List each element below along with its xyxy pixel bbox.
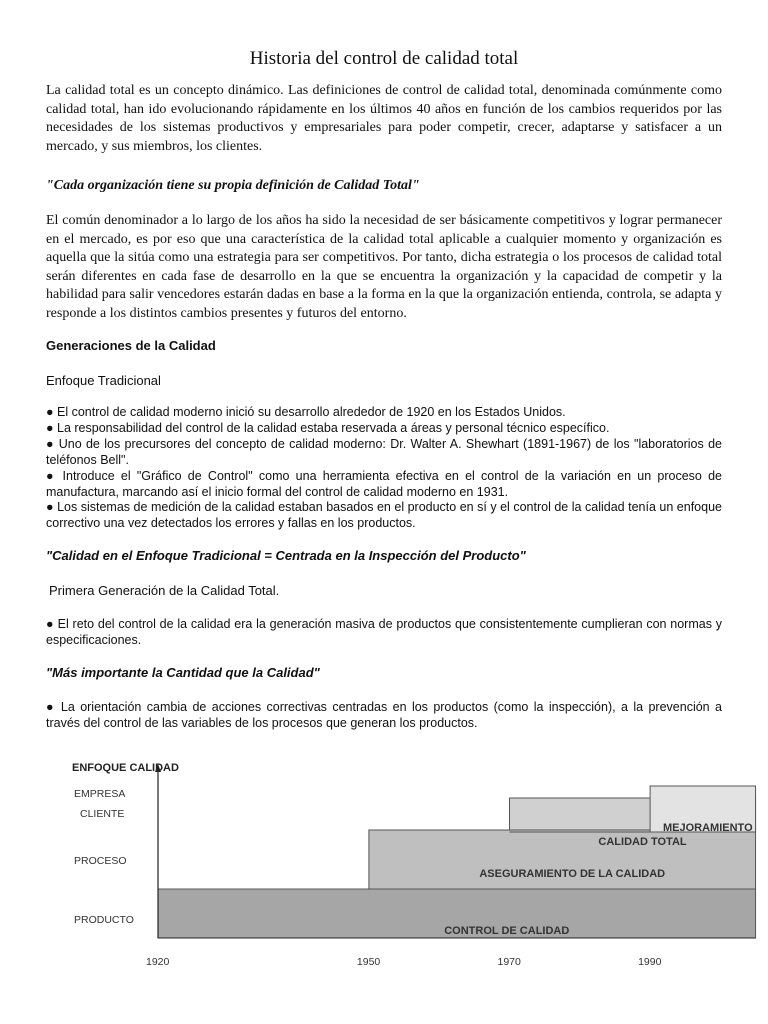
quote-enfoque-tradicional: "Calidad en el Enfoque Tradicional = Centrada en la Inspección del Producto" (46, 548, 526, 563)
chart-step-label: CALIDAD TOTAL (598, 836, 687, 848)
chart-x-tick-label: 1950 (356, 956, 381, 968)
list-item: ● La responsabilidad del control de la calidad estaba reservada a áreas y personal técnico específico. (46, 420, 610, 435)
list-item: ● Uno de los precursores del concepto de calidad moderno: Dr. Walter A. Shewhart (1891-1967) de los "laboratorios de teléfonos Bell". (46, 436, 722, 467)
subheading-primera-generacion: Primera Generación de la Calidad Total. (49, 583, 280, 598)
quote-definicion: "Cada organización tiene su propia definición de Calidad Total" (46, 178, 420, 193)
chart-y-tick-label: CLIENTE (80, 808, 125, 820)
chart-x-tick-label: 1990 (638, 956, 662, 968)
chart-x-tick-label: 1970 (497, 956, 521, 968)
intro-paragraph: La calidad total es un concepto dinámico. Las definiciones de control de calidad total, denominada comúnmente como calidad total, han ido evolucionando rápidamente en los últimos 40 años en función de los cambios requeridos por las necesidades de los sistemas productivos y empresariales para poder competir, crecer, adaptarse y satisfacer a un mercado, y sus miembros, los clientes. (46, 83, 722, 154)
paragraph-denominador: El común denominador a lo largo de los años ha sido la necesidad de ser básicamente competitivos y lograr permanecer en el mercado, es por eso que una característica de la calidad total aplicable a cualquier momento y organización es aquella que la sitúa como una estrategia para ser competitivos. Por tanto, dicha estrategia o los procesos de calidad total serán diferentes en cada fase de desarrollo en la que se encuentra la organización y la capacidad de competir y la habilidad para salir vencedores estarán dadas en base a la forma en la que la organización entienda, controla, se adapta y responde a los distintos cambios presentes y futuros del entorno. (46, 213, 722, 321)
chart-step-label: ASEGURAMIENTO DE LA CALIDAD (479, 868, 666, 880)
bullet-list-tradicional (46, 405, 722, 532)
chart-y-tick-label: PRODUCTO (74, 914, 134, 926)
subheading-enfoque-tradicional: Enfoque Tradicional (46, 373, 161, 388)
quote-cantidad-calidad: "Más importante la Cantidad que la Calidad" (46, 665, 320, 680)
chart-step-label: CONTROL DE CALIDAD (444, 925, 570, 937)
chart-y-tick-label: PROCESO (74, 855, 127, 867)
list-item: ● Introduce el "Gráfico de Control" como una herramienta efectiva en el control de la variación en un proceso de manufactura, marcando así el inicio formal del control de calidad moderno en 1931. (46, 468, 722, 499)
list-item: ● El control de calidad moderno inició su desarrollo alrededor de 1920 en los Estados Unidos. (46, 405, 566, 419)
chart-y-tick-label: EMPRESA (74, 788, 126, 800)
list-item: ● Los sistemas de medición de la calidad estaban basados en el producto en sí y el control de la calidad tenía un enfoque correctivo una vez detectados los errores y fallas en los productos. (46, 500, 722, 531)
page-title: Historia del control de calidad total (249, 48, 519, 69)
section-heading-generaciones: Generaciones de la Calidad (46, 338, 216, 353)
chart-x-tick-label: 1920 (146, 956, 170, 968)
chart-step-1 (369, 830, 756, 889)
chart-title: ENFOQUE CALIDAD (72, 762, 179, 774)
chart-step-label: MEJORAMIENTO (663, 822, 753, 834)
quality-evolution-chart (60, 752, 753, 974)
bullet-reto: ● El reto del control de la calidad era la generación masiva de productos que consistentemente cumplieran con normas y especificaciones. (46, 617, 722, 647)
bullet-orientacion: ● La orientación cambia de acciones correctivas centradas en los productos (como la inspección), a la prevención a través del control de las variables de los procesos que generan los productos. (46, 700, 722, 730)
